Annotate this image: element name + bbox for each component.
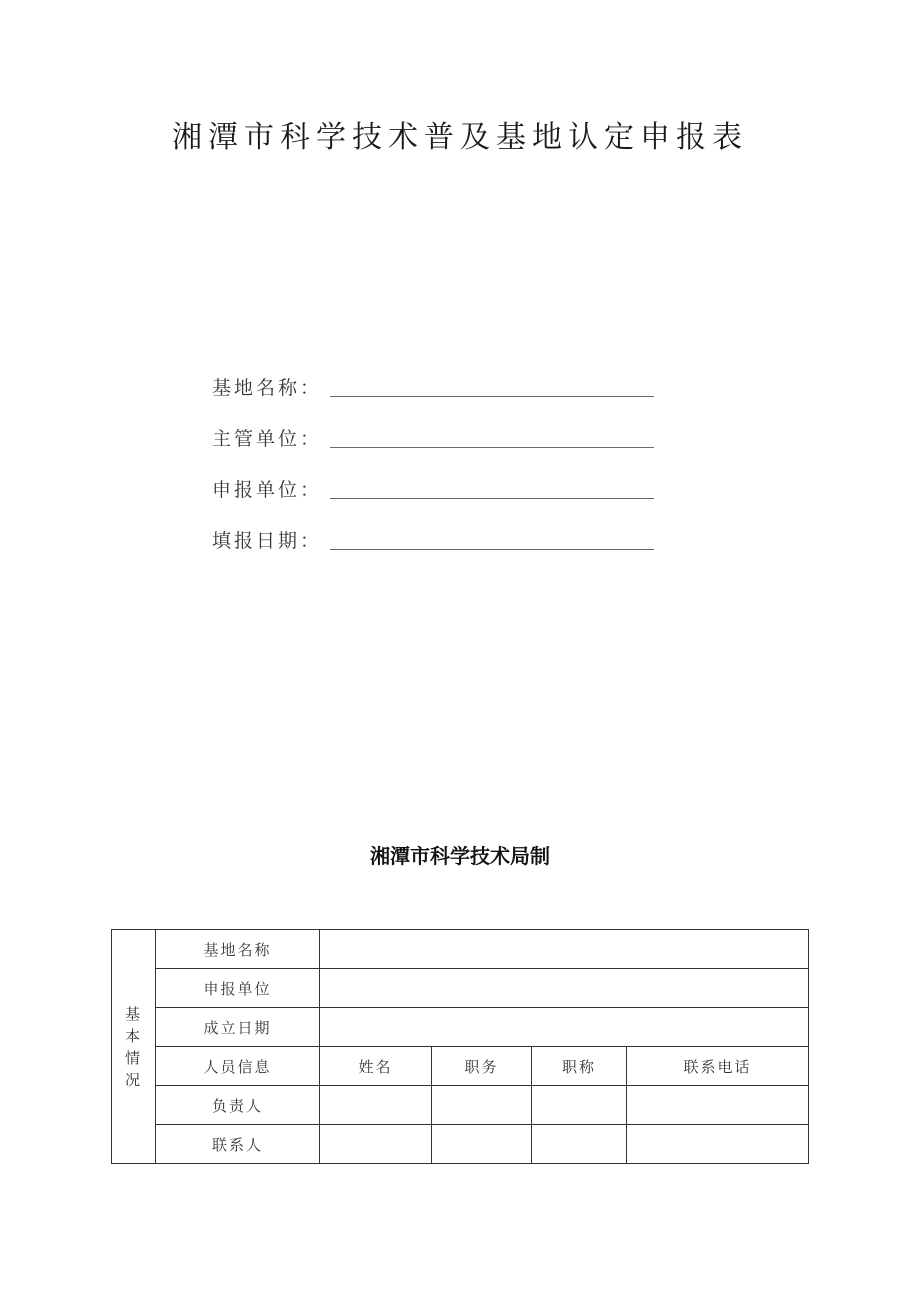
contact-title-cell[interactable] (532, 1125, 627, 1164)
cover-field-label: 基地名称： (212, 377, 323, 399)
section-label: 基本情况 (124, 1004, 142, 1089)
head-position-cell[interactable] (432, 1086, 532, 1125)
head-title-cell[interactable] (532, 1086, 627, 1125)
applicant-input-cell[interactable] (320, 969, 809, 1008)
cover-field-base-name (212, 350, 662, 401)
cover-field-label: 主管单位： (212, 428, 323, 450)
cover-field-label: 填报日期： (212, 530, 323, 552)
cover-field-supervisor (212, 401, 662, 452)
row-label-base-name: 基地名称 (156, 930, 320, 969)
table-row (112, 1008, 809, 1047)
established-input-cell[interactable] (320, 1008, 809, 1047)
row-label-contact: 联系人 (156, 1125, 320, 1164)
contact-name-cell[interactable] (320, 1125, 432, 1164)
document-title: 湘潭市科学技术普及基地认定申报表 (172, 120, 748, 155)
row-label-personnel: 人员信息 (156, 1047, 320, 1086)
base-name-blank[interactable] (330, 372, 654, 397)
cover-field-label: 申报单位： (212, 479, 323, 501)
header-name: 姓名 (320, 1047, 432, 1086)
row-label-established: 成立日期 (156, 1008, 320, 1047)
cover-fields (212, 350, 662, 554)
supervisor-blank[interactable] (330, 423, 654, 448)
basic-info-table (111, 929, 809, 1164)
table-row (112, 1125, 809, 1164)
head-phone-cell[interactable] (627, 1086, 809, 1125)
applicant-blank[interactable] (330, 474, 654, 499)
base-name-input-cell[interactable] (320, 930, 809, 969)
row-label-head: 负责人 (156, 1086, 320, 1125)
table-row (112, 1047, 809, 1086)
table-row (112, 930, 809, 969)
table-row (112, 1086, 809, 1125)
date-blank[interactable] (330, 525, 654, 550)
cover-field-applicant (212, 452, 662, 503)
header-phone: 联系电话 (627, 1047, 809, 1086)
header-position: 职务 (432, 1047, 532, 1086)
contact-position-cell[interactable] (432, 1125, 532, 1164)
header-title: 职称 (532, 1047, 627, 1086)
table-row (112, 969, 809, 1008)
cover-field-date (212, 503, 662, 554)
head-name-cell[interactable] (320, 1086, 432, 1125)
contact-phone-cell[interactable] (627, 1125, 809, 1164)
row-label-applicant: 申报单位 (156, 969, 320, 1008)
section-label-cell (112, 930, 156, 1164)
issuer-line: 湘潭市科学技术局制 (370, 844, 550, 868)
